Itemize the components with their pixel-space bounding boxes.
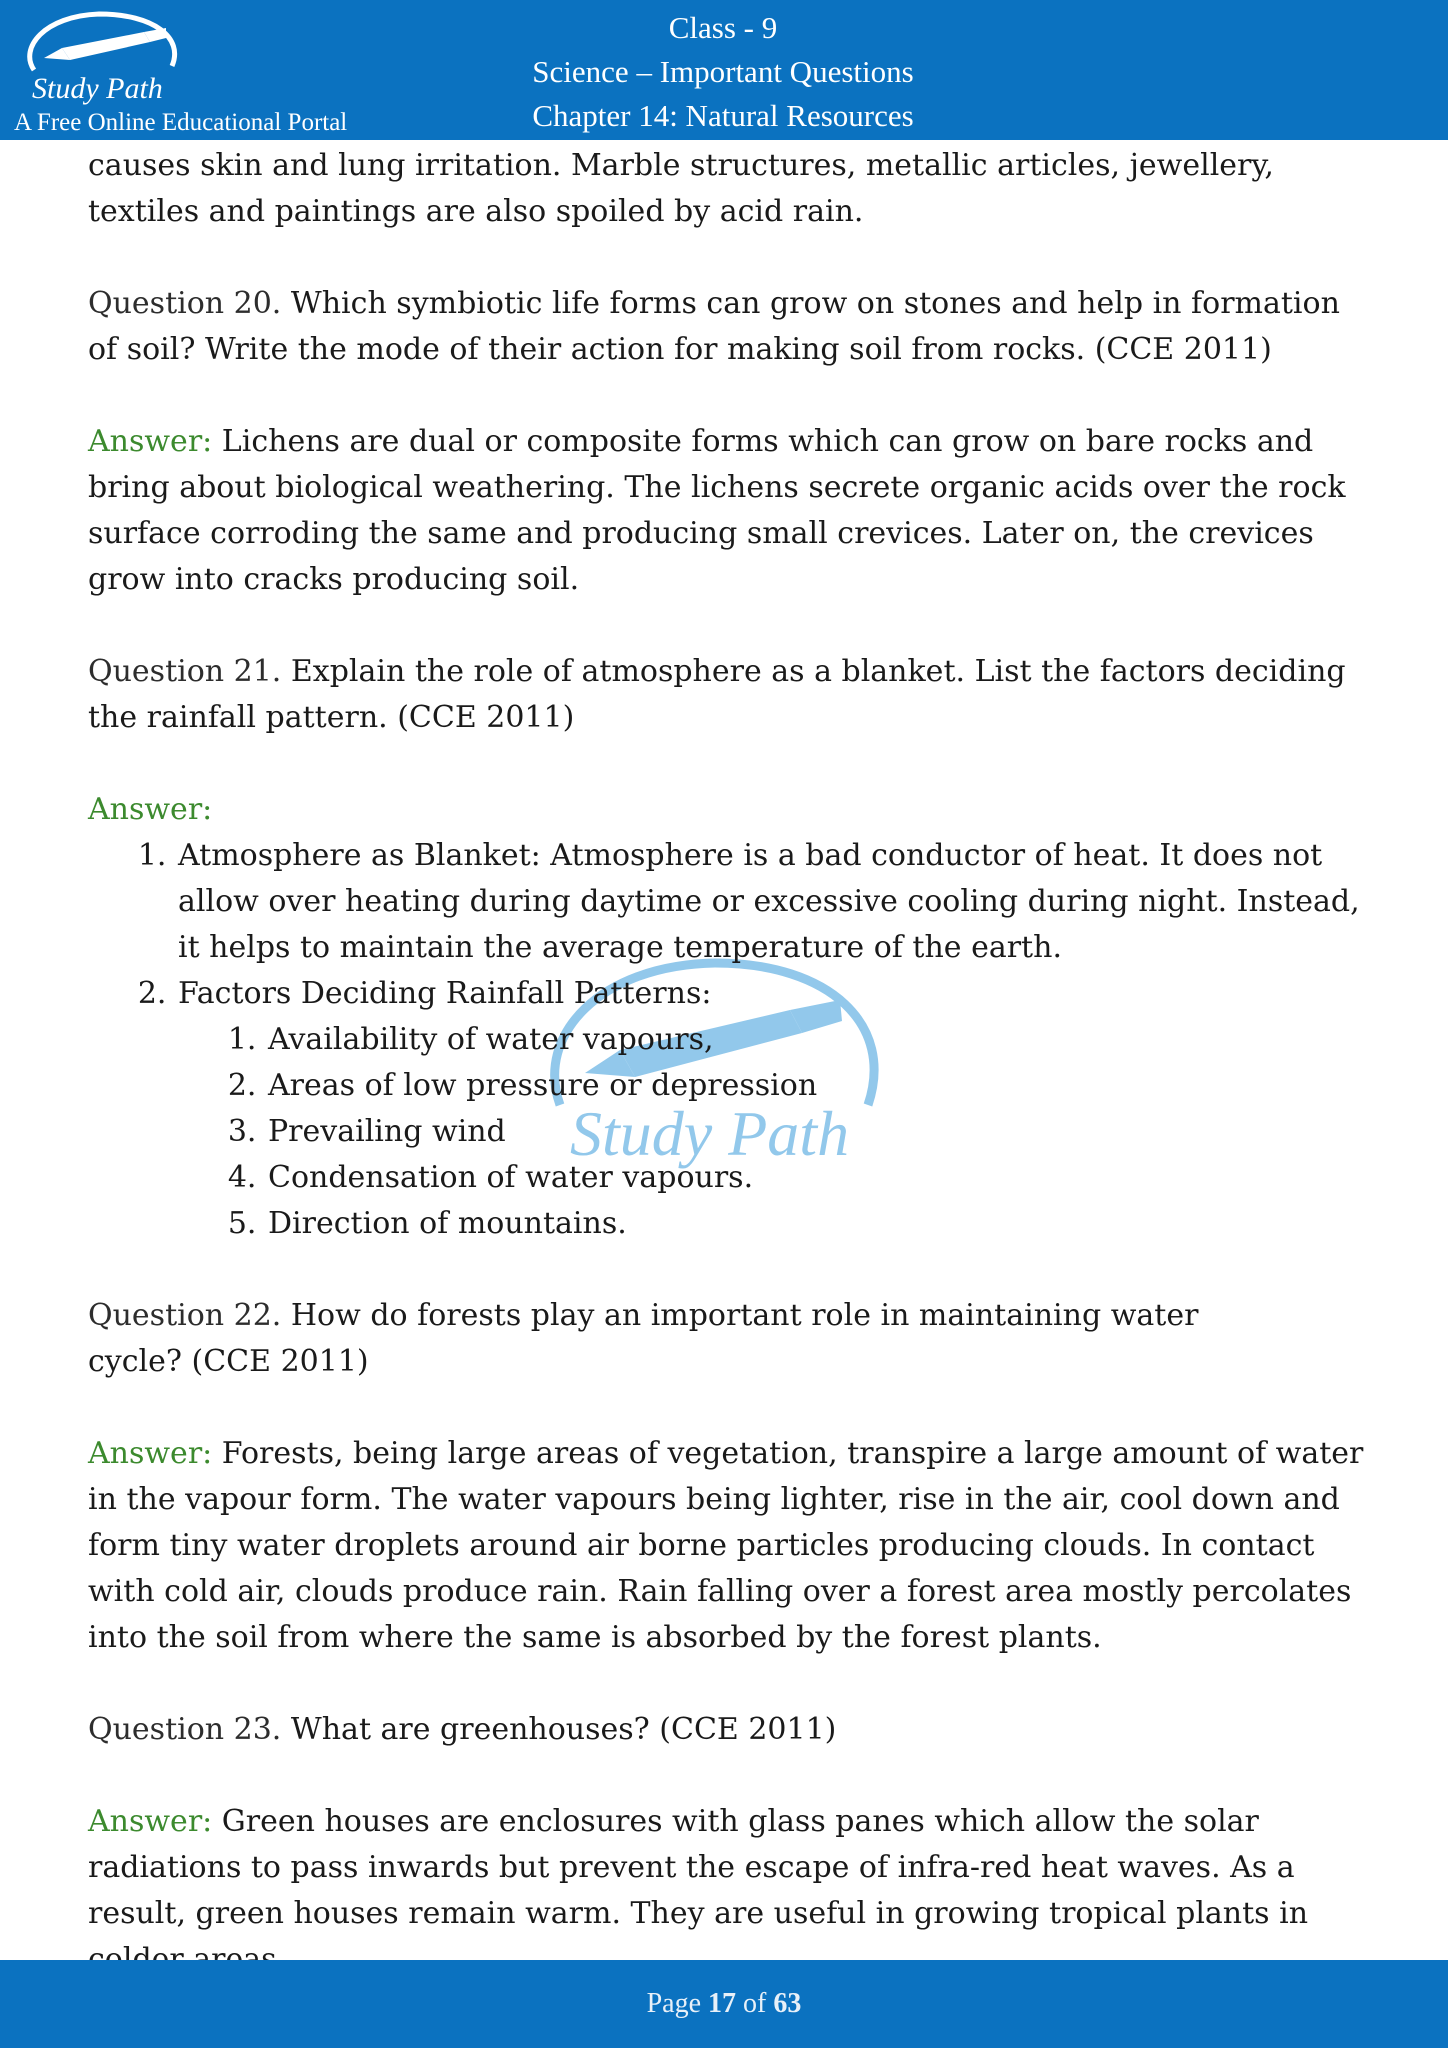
list-item: 1. Atmosphere as Blanket: Atmosphere is a bad conductor of heat. It does not allow over heating during daytime or excessive cooling during night. Instead, it helps to maintain the average temperature of the earth. — [176, 833, 1378, 971]
question-text: What are greenhouses? (CCE 2011) — [281, 1712, 837, 1747]
portal-tagline: A Free Online Educational Portal — [14, 109, 348, 136]
watermark-text: Study Path — [570, 1098, 850, 1169]
list-item: 2. Areas of low pressure or depression — [266, 1063, 1378, 1109]
header-titles — [448, 6, 998, 138]
intro-paragraph: causes skin and lung irritation. Marble structures, metallic articles, jewellery, textiles and paintings are also spoiled by acid rain. — [88, 148, 1274, 229]
page-header — [0, 0, 1448, 140]
question-20 — [88, 281, 1378, 373]
question-text: Explain the role of atmosphere as a blanket. List the factors deciding the rainfall pattern. (CCE 2011) — [88, 654, 1346, 735]
list-item: 4. Condensation of water vapours. — [266, 1155, 1378, 1201]
question-label: Question 20. — [88, 286, 282, 321]
list-item-text: Factors Deciding Rainfall Patterns: — [178, 976, 712, 1011]
answer-21-list — [88, 833, 1378, 1247]
rainfall-factors-list — [178, 1017, 1378, 1247]
answer-21 — [88, 787, 1378, 833]
study-path-logo — [14, 8, 184, 108]
question-text: How do forests play an important role in maintaining water cycle? (CCE 2011) — [88, 1298, 1199, 1379]
question-label: Question 23. — [88, 1712, 282, 1747]
answer-text: Forests, being large areas of vegetation, transpire a large amount of water in the vapour form. The water vapours being lighter, rise in the air, cool down and form tiny water droplets around air borne particles producing clouds. In contact with cold air, clouds produce rain. Rain falling over a forest area mostly percolates into the soil from where the same is absorbed by the forest plants. — [88, 1436, 1364, 1655]
current-page-number: 17 — [708, 1988, 737, 2019]
answer-text: Green houses are enclosures with glass panes which allow the solar radiations to pass inwards but prevent the escape of infra-red heat waves. As a result, green houses remain warm. They are useful in growing tropical plants in — [88, 1804, 1309, 1931]
answer-20 — [88, 419, 1378, 603]
question-22 — [88, 1293, 1258, 1385]
answer-label: Answer: — [88, 1804, 213, 1839]
logo-text: Study Path — [32, 72, 163, 105]
class-title: Class - 9 — [668, 10, 778, 45]
list-item: 1. Availability of water vapours, — [266, 1017, 1378, 1063]
question-21 — [88, 649, 1378, 741]
list-item: 5. Direction of mountains. — [266, 1201, 1378, 1247]
page-footer — [0, 1960, 1448, 2048]
of-word: of — [743, 1988, 767, 2019]
subject-title: Science – Important Questions — [532, 54, 914, 89]
total-page-count: 63 — [773, 1988, 802, 2019]
answer-22 — [88, 1431, 1378, 1661]
answer-23 — [88, 1799, 1378, 1983]
answer-label: Answer: — [88, 424, 213, 459]
question-text: Which symbiotic life forms can grow on stones and help in formation of soil? Write the mode of their action for making soil from rocks. (CCE 2011) — [88, 286, 1340, 367]
chapter-title: Chapter 14: Natural Resources — [532, 98, 914, 133]
page-word: Page — [646, 1988, 702, 2019]
list-item: 3. Prevailing wind — [266, 1109, 1378, 1155]
answer-text: Lichens are dual or composite forms which can grow on bare rocks and bring about biological weathering. The lichens secrete organic acids over the rock surface corroding the same and producing small crevices. Later on, the crevices grow into cracks producing soil. — [88, 424, 1346, 597]
question-label: Question 21. — [88, 654, 282, 689]
question-23 — [88, 1707, 1378, 1753]
list-item — [176, 971, 1378, 1247]
answer-label: Answer: — [88, 792, 213, 827]
question-label: Question 22. — [88, 1298, 282, 1333]
document-body — [88, 143, 1378, 1983]
answer-label: Answer: — [88, 1436, 213, 1471]
